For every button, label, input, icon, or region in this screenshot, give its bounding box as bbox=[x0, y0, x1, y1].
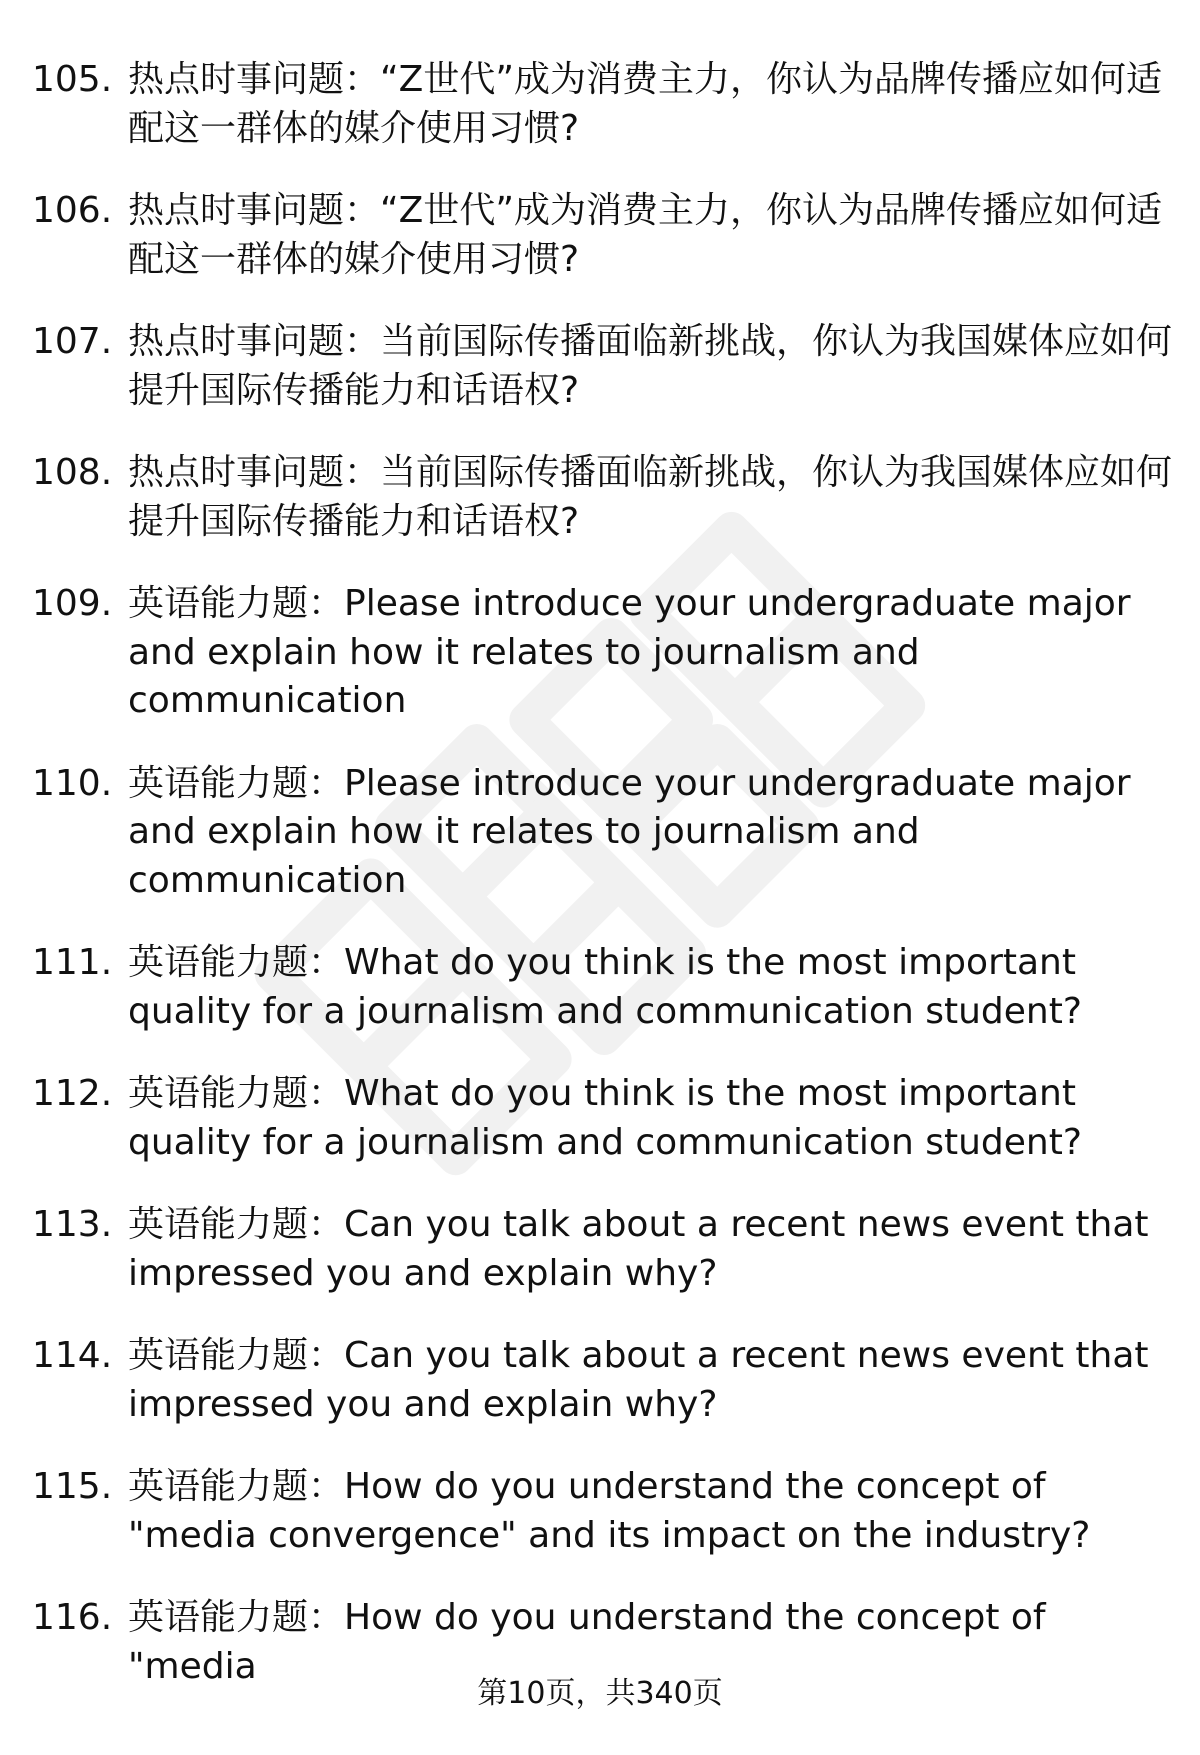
question-number: 116. bbox=[32, 1597, 113, 1638]
question-number: 109. bbox=[32, 583, 113, 624]
question-text: 热点时事问题：当前国际传播面临新挑战，你认为我国媒体应如何提升国际传播能力和话语权? bbox=[128, 452, 1173, 542]
question-text: 英语能力题：What do you think is the most important quality for a journalism and communication student? bbox=[128, 942, 1082, 1032]
question-number: 108. bbox=[32, 452, 113, 493]
question-number: 107. bbox=[32, 321, 113, 362]
question-number: 112. bbox=[32, 1073, 113, 1114]
question-text: 英语能力题：Please introduce your undergraduate major and explain how it relates to journalism and communication bbox=[128, 583, 1131, 721]
question-text: 英语能力题：Can you talk about a recent news event that impressed you and explain why? bbox=[128, 1204, 1149, 1294]
question-number: 110. bbox=[32, 762, 113, 804]
question-item bbox=[32, 1332, 1172, 1429]
question-number: 114. bbox=[32, 1335, 113, 1376]
question-number: 113. bbox=[32, 1204, 113, 1245]
question-text: 英语能力题：Please introduce your undergraduate major and explain how it relates to journalism and communication bbox=[128, 762, 1131, 901]
question-item bbox=[32, 56, 1172, 153]
question-text: 英语能力题：Can you talk about a recent news event that impressed you and explain why? bbox=[128, 1335, 1149, 1425]
question-number: 115. bbox=[32, 1466, 113, 1507]
question-text: 热点时事问题：当前国际传播面临新挑战，你认为我国媒体应如何提升国际传播能力和话语权? bbox=[128, 321, 1173, 411]
question-item bbox=[32, 939, 1172, 1036]
page-footer bbox=[0, 1674, 1200, 1714]
question-item bbox=[32, 449, 1172, 546]
question-item bbox=[32, 760, 1172, 906]
question-item bbox=[32, 1070, 1172, 1167]
question-item bbox=[32, 318, 1172, 415]
question-text: 热点时事问题：“Z世代”成为消费主力，你认为品牌传播应如何适配这一群体的媒介使用习惯? bbox=[128, 190, 1162, 280]
question-item bbox=[32, 1201, 1172, 1298]
question-text: 英语能力题：How do you understand the concept of "media bbox=[128, 1597, 1046, 1687]
page-indicator: 第10页，共340页 bbox=[477, 1676, 723, 1711]
question-number: 111. bbox=[32, 942, 113, 983]
question-number: 105. bbox=[32, 59, 113, 100]
question-text: 英语能力题：How do you understand the concept of "media convergence" and its impact on the industry? bbox=[128, 1466, 1091, 1556]
question-list bbox=[32, 56, 1172, 1725]
question-item bbox=[32, 1463, 1172, 1560]
question-item bbox=[32, 580, 1172, 726]
question-item bbox=[32, 187, 1172, 284]
question-text: 热点时事问题：“Z世代”成为消费主力，你认为品牌传播应如何适配这一群体的媒介使用习惯? bbox=[128, 59, 1162, 149]
question-number: 106. bbox=[32, 190, 113, 231]
question-text: 英语能力题：What do you think is the most important quality for a journalism and communication student? bbox=[128, 1073, 1082, 1163]
